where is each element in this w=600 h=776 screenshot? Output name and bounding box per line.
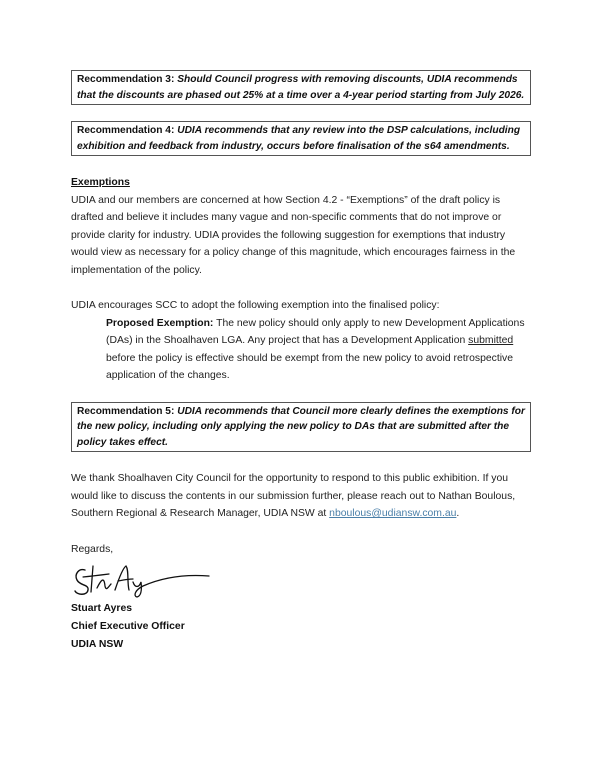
- recommendation-4-label: Recommendation 4:: [77, 125, 175, 136]
- recommendation-3-text: Should Council progress with removing discounts, UDIA recommends that the discounts are phased out 25% at a time over a 4-year period starting from July 2026.: [77, 74, 525, 101]
- recommendation-5-box: [71, 402, 531, 453]
- exemptions-heading: Exemptions: [71, 177, 130, 188]
- encourage-paragraph: UDIA encourages SCC to adopt the following exemption into the finalised policy:: [71, 300, 440, 311]
- recommendation-3-label: Recommendation 3:: [77, 74, 175, 85]
- regards-text: Regards,: [71, 543, 114, 555]
- recommendation-5-label: Recommendation 5:: [77, 405, 175, 417]
- signatory-org: UDIA NSW: [71, 639, 124, 650]
- recommendation-3-box: [71, 70, 531, 105]
- signature-icon: [71, 560, 216, 598]
- recommendation-4-box: [71, 121, 531, 156]
- proposed-exemption-underlined: submitted: [468, 335, 514, 346]
- signatory-title: Chief Executive Officer: [71, 621, 185, 632]
- proposed-exemption-text-2: before the policy is effective should be exempt from the new policy to avoid retrospective application of the changes.: [106, 352, 513, 381]
- proposed-exemption-label: Proposed Exemption:: [106, 317, 214, 329]
- email-link[interactable]: nboulous@udiansw.com.au: [329, 508, 457, 519]
- proposed-exemption-text-1: The new policy should only apply to new Development Applications (DAs) in the Shoalhaven LGA. Any project that has a Development Application: [106, 317, 525, 346]
- exemptions-paragraph: UDIA and our members are concerned at how Section 4.2 - “Exemptions” of the draft policy is drafted and believe it includes many vague and non-specific comments that do not improve or provide clarity for industry. UDIA provides the following suggestion for exemptions that industry would view as necessary for a policy change of this magnitude, which encourages fairness in the implementation of the policy.: [71, 194, 516, 276]
- thanks-end: .: [456, 508, 460, 519]
- proposed-exemption: [106, 315, 531, 385]
- signatory-name: Stuart Ayres: [71, 603, 133, 614]
- recommendation-5-text: UDIA recommends that Council more clearly defines the exemptions for the new policy, including only applying the new policy to DAs that are submitted after the policy takes effect.: [77, 405, 525, 448]
- signatory-block: [71, 600, 531, 654]
- document-page: [71, 70, 531, 654]
- thanks-paragraph: [71, 470, 531, 523]
- recommendation-4-text: UDIA recommends that any review into the DSP calculations, including exhibition and feedback from industry, occurs before finalisation of the s64 amendments.: [77, 125, 521, 152]
- thanks-text: We thank Shoalhaven City Council for the opportunity to respond to this public exhibition. If you would like to discuss the contents in our submission further, please reach out to Nathan Boulous, Southern Regional & Research Manager, UDIA NSW at: [71, 473, 516, 519]
